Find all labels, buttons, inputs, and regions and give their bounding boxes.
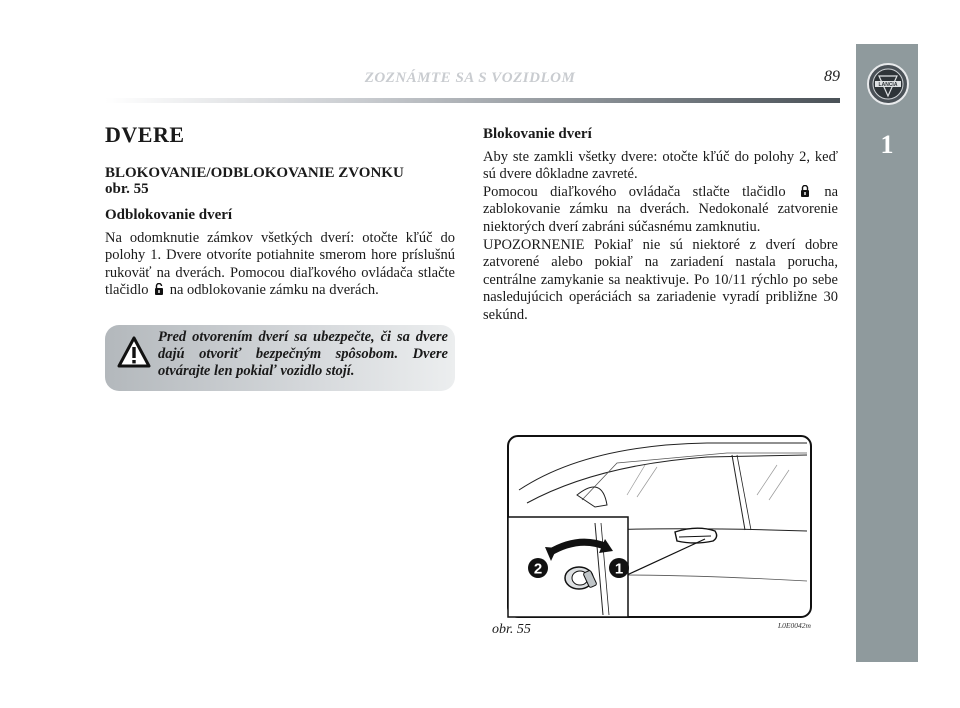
chapter-number: 1 (880, 130, 894, 159)
warning-triangle-icon (117, 336, 151, 368)
door-lock-illustration (507, 435, 812, 618)
caution-paragraph: UPOZORNENIE Pokiaľ nie sú niektoré z dverí dobre zatvorené alebo pokiaľ na zariadení nastala porucha, centrálne zamykanie sa neaktivuje. Po 10/11 rýchlo po sebe nasledujúcich operáciách sa zariadenie vyradí približne 30 sekúnd. (483, 237, 838, 323)
running-header-title: ZOZNÁMTE SA S VOZIDLOM (364, 70, 576, 86)
callout-2: 2 (533, 560, 543, 578)
logo-text: LANCIA (878, 82, 898, 88)
figure-caption: obr. 55 (492, 622, 531, 637)
figure-code: L0E0042m (778, 621, 811, 630)
unlock-button-icon (154, 283, 164, 295)
lock-paragraph: Aby ste zamkli všetky dvere: otočte kľúč do polohy 2, keď sú dvere dôkladne zavreté. Pomocou diaľkového ovládača stlačte tlačidlo na zablokovanie zámku na dverách. Nedokonalé zatvorenie niektorých dverí zabráni súčasnému zamknutiu. (483, 149, 839, 235)
lock-button-icon (800, 185, 810, 197)
lock-title: Blokovanie dverí (483, 126, 592, 142)
figure-reference: obr. 55 (105, 181, 149, 197)
warning-text: Pred otvorením dverí sa ubezpečte, či sa dvere dajú otvoriť bezpečným spôsobom. Dvere otvárajte len pokiaľ vozidlo stojí. (158, 329, 448, 380)
unlock-paragraph: Na odomknutie zámkov všetkých dverí: otočte kľúč do polohy 1. Dvere otvoríte potiahnite smerom hore príslušnú rukoväť na dverách. Pomocou diaľkového ovládača stlačte tlačidlo na odblokovanie zámku na dverách. (105, 230, 455, 299)
section-heading: DVERE (105, 122, 185, 147)
page-number: 89 (824, 68, 840, 85)
lancia-logo-icon (866, 62, 910, 106)
header-rule (105, 98, 840, 103)
unlock-title: Odblokovanie dverí (105, 207, 233, 223)
callout-1: 1 (614, 560, 624, 578)
subsection-heading: BLOKOVANIE/ODBLOKOVANIE ZVONKU (105, 165, 404, 181)
